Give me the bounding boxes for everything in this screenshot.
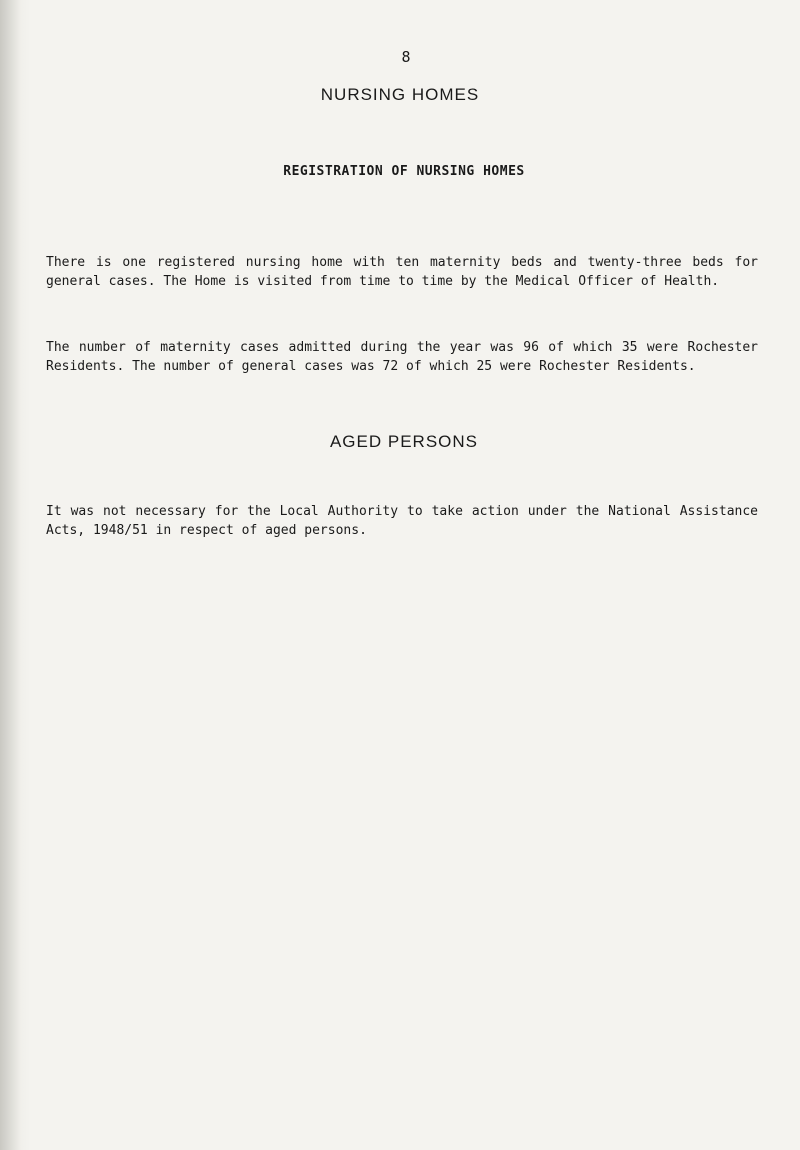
nursing-homes-heading: NURSING HOMES bbox=[320, 85, 480, 104]
aged-persons-paragraph: It was not necessary for the Local Authority to take action under the National Assistance Acts, 1948/51 in respect of aged persons. bbox=[46, 504, 758, 538]
admissions-paragraph: The number of maternity cases admitted during the year was 96 of which 35 were Rochester Residents. The number of general cases was 72 of which 25 were Rochester Residents. bbox=[46, 340, 758, 374]
page-number: 8 bbox=[401, 48, 411, 66]
registration-subheading: REGISTRATION OF NURSING HOMES bbox=[283, 164, 525, 179]
aged-persons-heading: AGED PERSONS bbox=[329, 432, 479, 451]
registration-paragraph: There is one registered nursing home with ten maternity beds and twenty-three beds for general cases. The Home is visited from time to time by the Medical Officer of Health. bbox=[46, 255, 758, 289]
